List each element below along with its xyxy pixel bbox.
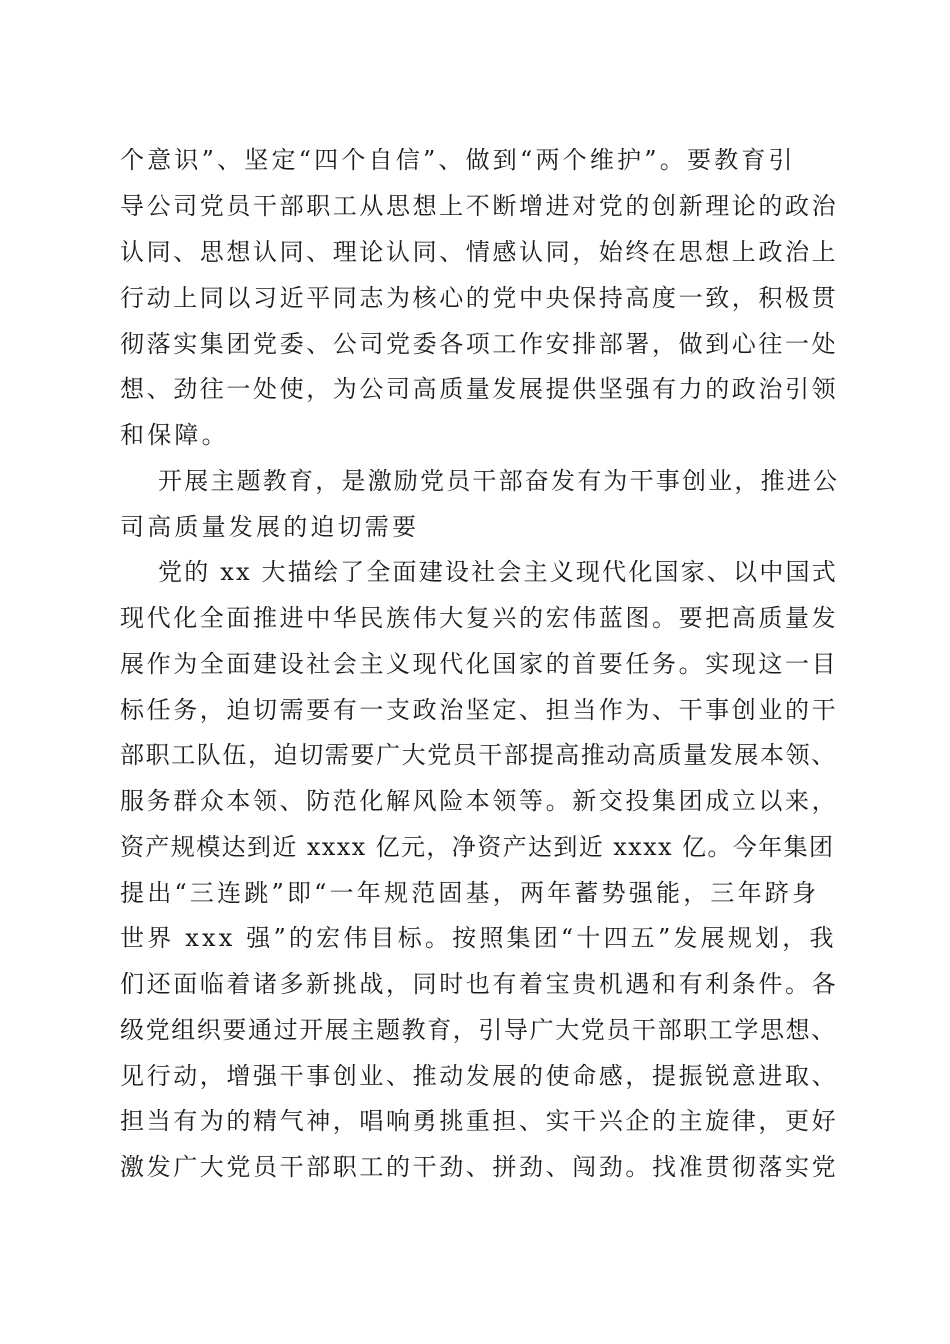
text-line-3: 认同、思想认同、理论认同、情感认同，始终在思想上政治上	[120, 238, 839, 266]
text-line-12: 展作为全面建设社会主义现代化国家的首要任务。实现这一目	[120, 650, 839, 678]
text-line-23: 激发广大党员干部职工的干劲、拼劲、闯劲。找准贯彻落实党	[120, 1153, 839, 1181]
text-line-22: 担当有为的精气神，唱响勇挑重担、实干兴企的主旋律，更好	[120, 1107, 839, 1135]
text-line-10: 党的 xx 大描绘了全面建设社会主义现代化国家、以中国式	[158, 558, 838, 586]
text-line-21: 见行动，增强干事创业、推动发展的使命感，提振锐意进取、	[120, 1062, 839, 1090]
text-line-20: 级党组织要通过开展主题教育，引导广大党员干部职工学思想、	[120, 1016, 837, 1044]
text-line-13: 标任务，迫切需要有一支政治坚定、担当作为、干事创业的干	[120, 696, 839, 724]
text-line-11: 现代化全面推进中华民族伟大复兴的宏伟蓝图。要把高质量发	[120, 604, 839, 632]
text-line-19: 们还面临着诸多新挑战，同时也有着宝贵机遇和有利条件。各	[120, 970, 839, 998]
text-line-5: 彻落实集团党委、公司党委各项工作安排部署，做到心往一处	[120, 330, 839, 358]
text-line-4: 行动上同以习近平同志为核心的党中央保持高度一致，积极贯	[120, 284, 839, 312]
text-line-18: 世界 xxx 强”的宏伟目标。按照集团“十四五”发展规划，我	[120, 924, 837, 952]
text-line-2: 导公司党员干部职工从思想上不断增进对党的创新理论的政治	[120, 192, 839, 220]
text-line-15: 服务群众本领、防范化解风险本领等。新交投集团成立以来，	[120, 787, 839, 815]
section-heading-line-1: 开展主题教育，是激励党员干部奋发有为干事创业，推进公	[158, 467, 840, 495]
text-line-7: 和保障。	[120, 421, 229, 449]
text-line-16: 资产规模达到近 xxxx 亿元，净资产达到近 xxxx 亿。今年集团	[120, 833, 835, 861]
text-line-17: 提出“三连跳”即“一年规范固基，两年蓄势强能，三年跻身	[120, 879, 820, 907]
text-line-14: 部职工队伍，迫切需要广大党员干部提高推动高质量发展本领、	[120, 741, 837, 769]
text-line-1: 个意识”、坚定“四个自信”、做到“两个维护”。要教育引	[120, 146, 796, 174]
text-line-6: 想、劲往一处使，为公司高质量发展提供坚强有力的政治引领	[120, 375, 839, 403]
section-heading-line-2: 司高质量发展的迫切需要	[120, 513, 420, 541]
